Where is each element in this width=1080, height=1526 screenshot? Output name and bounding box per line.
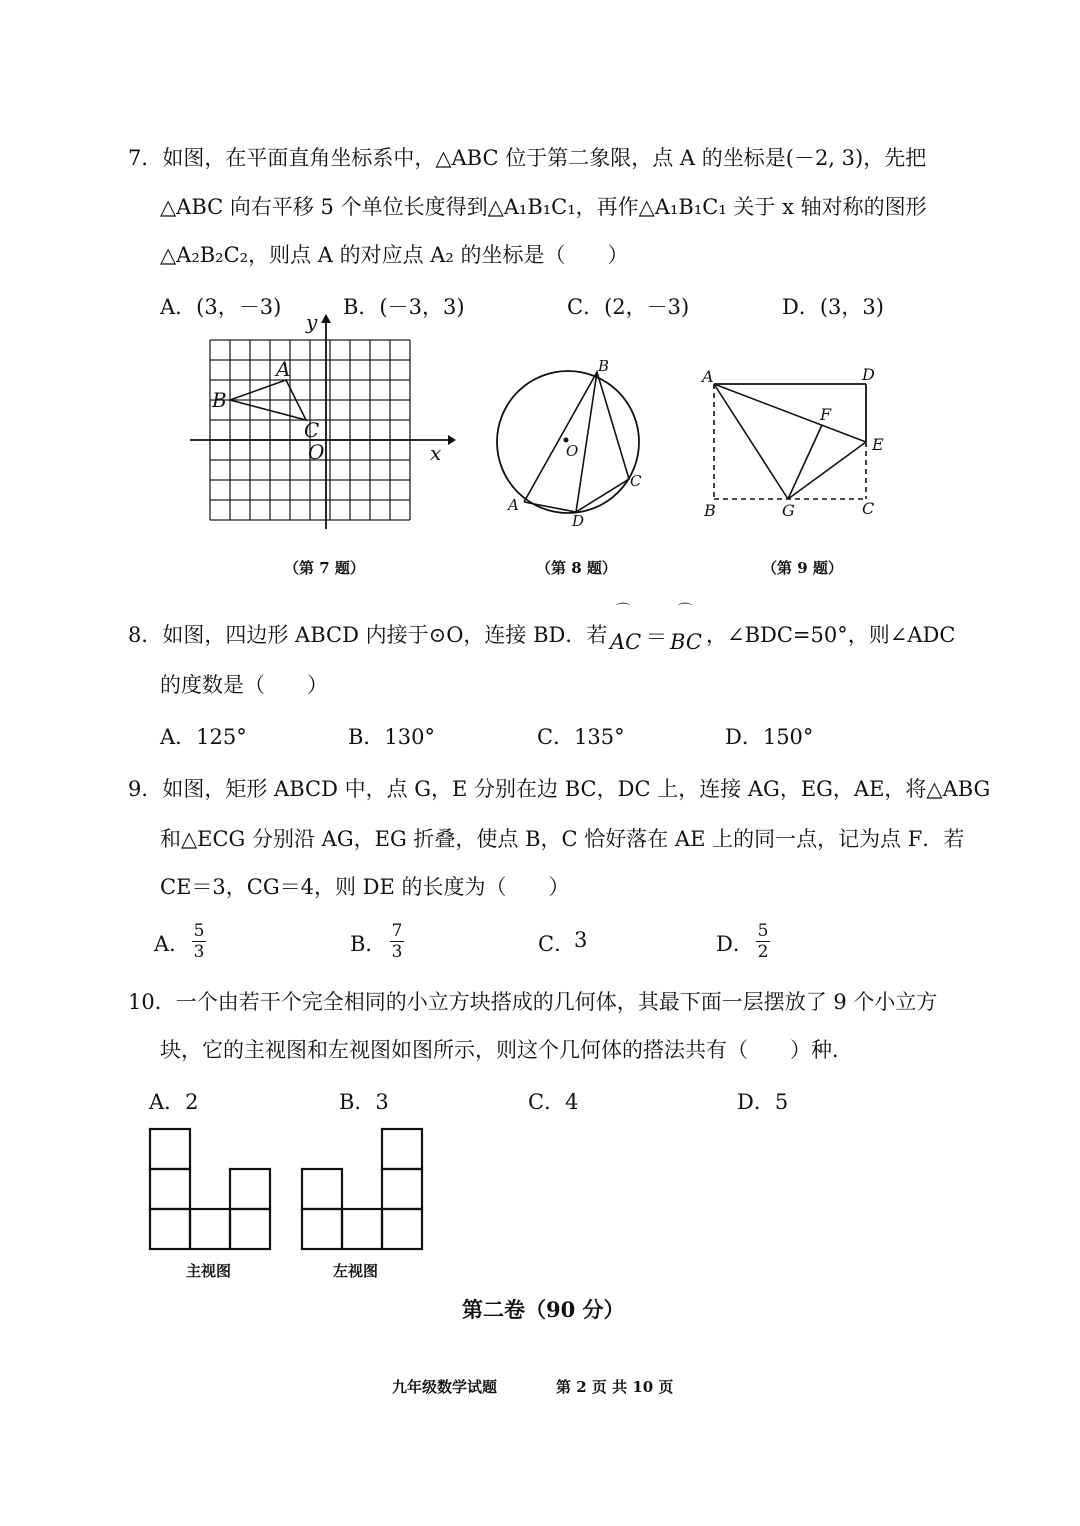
fig9-caption: （第 9 题） [762, 559, 843, 577]
q10-line-1: 10．一个由若干个完全相同的小立方块搭成的几何体，其最下面一层摆放了 9 个小立方 [128, 990, 938, 1014]
q8-line-1a: 8．如图，四边形 ABCD 内接于⊙O，连接 BD．若 [128, 623, 608, 647]
q8-arc-mark-1: ⌒ [616, 603, 630, 619]
q9-option-d-letter: D． [716, 932, 754, 956]
q10-option-d: D．5 [737, 1090, 789, 1114]
fig8-caption: （第 8 题） [536, 559, 617, 577]
q9-option-d-fraction [756, 922, 770, 961]
fig9-segment-ag [714, 384, 788, 499]
fig9-label-d: D [862, 365, 875, 384]
fig8-label-d: D [572, 512, 585, 530]
q7-line-3: △A₂B₂C₂，则点 A 的对应点 A₂ 的坐标是（ ） [160, 243, 629, 267]
q9-option-a-numerator: 5 [193, 921, 205, 941]
fig7-label-a: A [276, 357, 291, 381]
fig7-label-b: B [212, 388, 227, 412]
fig7-label-o: O [308, 440, 325, 464]
q7-option-c: C．(2，－3) [567, 295, 690, 319]
fig8-label-a: A [508, 496, 519, 514]
q9-option-d-numerator: 5 [757, 921, 769, 941]
q10-front-view-label: 主视图 [186, 1262, 232, 1280]
fig9-label-g: G [782, 501, 795, 520]
q8-line-2: 的度数是（ ） [160, 673, 328, 697]
q8-option-d: D．150° [725, 725, 814, 749]
q9-option-c-value: 3 [574, 928, 588, 952]
q10-left-view [301, 1128, 426, 1253]
fig9-label-b: B [704, 501, 716, 520]
fig8-segment-bd [576, 372, 597, 512]
q9-option-b-denominator: 3 [391, 942, 403, 962]
fig9-segment-gf [788, 425, 822, 499]
q9-line-3: CE＝3，CG＝4，则 DE 的长度为（ ） [160, 875, 570, 899]
fig9-label-a: A [702, 367, 714, 386]
fig8-label-o: O [566, 442, 579, 460]
fig7-label-c: C [304, 418, 320, 442]
q10-left-view-label: 左视图 [333, 1262, 379, 1280]
fig7-x-arrow [448, 435, 456, 445]
fig7-caption: （第 7 题） [284, 559, 365, 577]
q10-option-c: C．4 [528, 1090, 579, 1114]
q8-arc-ac: AC [610, 630, 642, 654]
q8-option-b: B．130° [348, 725, 436, 749]
q9-option-b-letter: B． [350, 932, 387, 956]
q8-option-a: A．125° [160, 725, 247, 749]
q7-line-1: 7．如图，在平面直角坐标系中，△ABC 位于第二象限，点 A 的坐标是(－2, 3)，先把 [128, 146, 927, 170]
q9-option-d-denominator: 2 [757, 942, 769, 962]
fig8-label-c: C [630, 472, 642, 490]
q8-line-1b: ，∠BDC=50°，则∠ADC [706, 623, 956, 647]
q10-front-view [149, 1128, 274, 1253]
q9-line-1: 9．如图，矩形 ABCD 中，点 G，E 分别在边 BC，DC 上，连接 AG，EG，AE，将△ABG [128, 777, 991, 801]
q9-option-b-fraction [390, 922, 404, 961]
q8-arc-bc: BC [670, 630, 702, 654]
fig9-rectangle-diagram [698, 362, 898, 522]
q7-option-a: A．(3，－3) [160, 295, 282, 319]
q9-option-c-letter: C． [538, 932, 576, 956]
fig9-label-f: F [820, 405, 832, 424]
q7-option-b: B．(－3，3) [343, 295, 465, 319]
q9-option-a-denominator: 3 [193, 942, 205, 962]
q9-option-a-letter: A． [154, 932, 191, 956]
fig9-label-c: C [862, 499, 875, 518]
section-title: 第二卷（90 分） [462, 1297, 625, 1322]
footer-page-number: 第 2 页 共 10 页 [556, 1378, 674, 1396]
fig9-segment-eg [788, 442, 866, 499]
fig8-label-b: B [598, 357, 610, 375]
footer-subject: 九年级数学试题 [392, 1378, 498, 1396]
q7-option-d: D．(3，3) [782, 295, 884, 319]
fig9-label-e: E [872, 435, 884, 454]
fig8-circle-diagram [490, 355, 660, 530]
q10-line-2: 块，它的主视图和左视图如图所示，则这个几何体的搭法共有（ ）种． [160, 1038, 853, 1062]
q10-option-b: B．3 [339, 1090, 389, 1114]
q9-option-a-fraction [192, 922, 206, 961]
q7-line-2: △ABC 向右平移 5 个单位长度得到△A₁B₁C₁，再作△A₁B₁C₁ 关于 x 轴对称的图形 [160, 195, 927, 219]
q8-equals: ＝ [646, 625, 667, 649]
fig7-y-arrow [321, 314, 331, 323]
q8-option-c: C．135° [537, 725, 625, 749]
q10-option-a: A．2 [149, 1090, 199, 1114]
fig9-segment-ae [714, 384, 866, 442]
q9-option-b-numerator: 7 [391, 921, 403, 941]
fig7-coordinate-grid [190, 310, 470, 533]
q8-arc-mark-2: ⌒ [678, 603, 692, 619]
fig7-label-x: x [430, 441, 442, 465]
fig7-label-y: y [306, 310, 318, 334]
q9-line-2: 和△ECG 分别沿 AG，EG 折叠，使点 B，C 恰好落在 AE 上的同一点，记为点 F．若 [160, 827, 965, 851]
